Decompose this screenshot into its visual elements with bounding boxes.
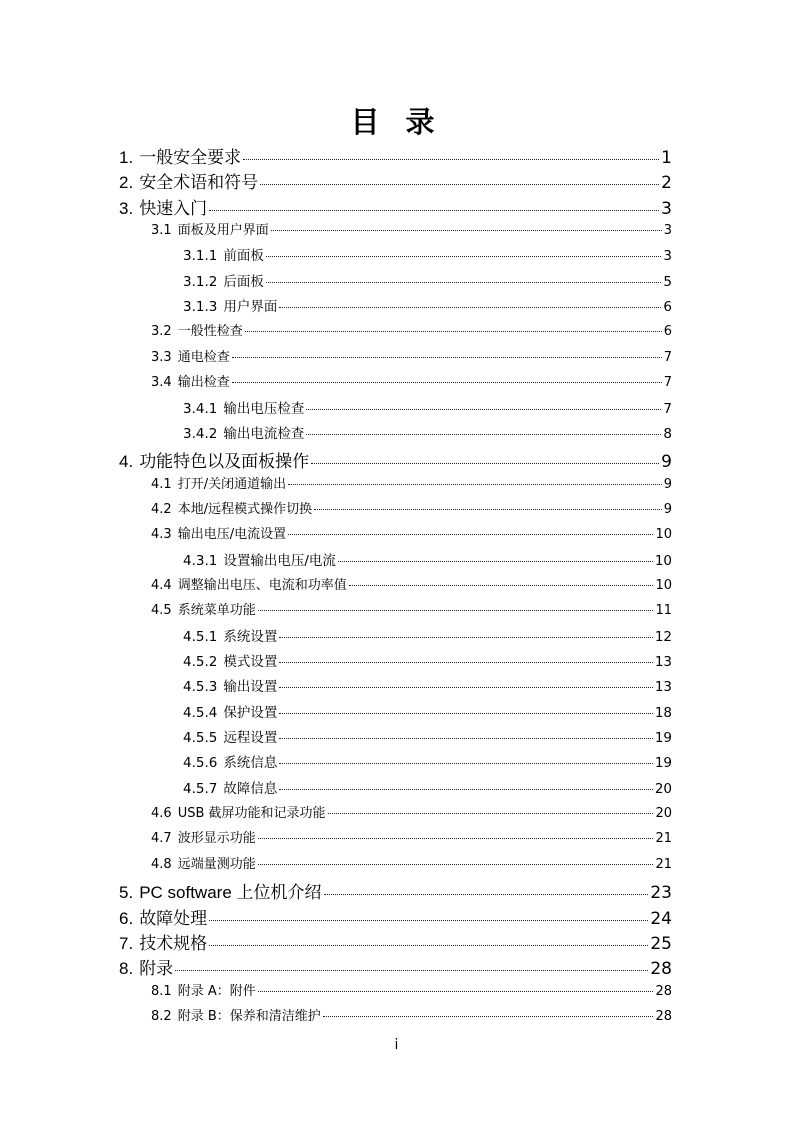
toc-entry[interactable] bbox=[183, 244, 672, 264]
toc-entry[interactable] bbox=[119, 878, 672, 903]
dot-leader bbox=[349, 585, 654, 586]
toc-entry-label bbox=[151, 1005, 321, 1024]
toc-entry-title: 附录 A：附件 bbox=[177, 983, 256, 999]
toc-entry-page: 5 bbox=[663, 273, 672, 290]
toc-entry-label bbox=[183, 777, 277, 797]
dot-leader bbox=[306, 409, 661, 410]
toc-entry[interactable] bbox=[119, 194, 672, 219]
dot-leader bbox=[324, 894, 649, 895]
toc-entry-page: 7 bbox=[663, 349, 672, 365]
toc-entry-page: 19 bbox=[654, 730, 672, 747]
dot-leader bbox=[271, 230, 662, 231]
toc-entry-label bbox=[151, 980, 256, 999]
dot-leader bbox=[288, 534, 653, 535]
toc-entry-page: 24 bbox=[650, 908, 672, 929]
toc-entry-title: 系统菜单功能 bbox=[177, 603, 256, 619]
toc-entry-title: 远端量测功能 bbox=[177, 856, 256, 872]
dot-leader bbox=[266, 256, 662, 257]
toc-entry-label bbox=[151, 371, 230, 390]
toc-entry[interactable] bbox=[183, 625, 672, 645]
dot-leader bbox=[311, 463, 659, 464]
toc-entry-number: 4.8 bbox=[151, 856, 172, 872]
toc-entry-page: 11 bbox=[655, 603, 672, 619]
toc-entry[interactable] bbox=[183, 295, 672, 315]
toc-entry-title: 输出电流检查 bbox=[223, 425, 305, 442]
dot-leader bbox=[279, 637, 652, 638]
toc-entry[interactable] bbox=[151, 980, 672, 999]
toc-entry-number: 4.1 bbox=[151, 476, 172, 492]
toc-entry-title: 故障信息 bbox=[223, 780, 278, 797]
toc-entry-title: 前面板 bbox=[223, 248, 264, 265]
toc-entry-page: 10 bbox=[655, 577, 672, 593]
toc-entry-number: 3.1.1 bbox=[183, 248, 218, 265]
toc-entry-number: 3.4.2 bbox=[183, 425, 218, 442]
toc-entry-page: 6 bbox=[663, 299, 672, 316]
toc-entry[interactable] bbox=[183, 751, 672, 771]
toc-entry[interactable] bbox=[183, 397, 672, 417]
toc-entry-page: 7 bbox=[663, 400, 672, 417]
toc-entry[interactable] bbox=[183, 549, 672, 569]
toc-entry-label bbox=[183, 625, 277, 645]
toc-entry[interactable] bbox=[183, 675, 672, 695]
toc-entry[interactable] bbox=[183, 777, 672, 797]
toc-entry-title: 系统信息 bbox=[223, 755, 278, 772]
toc-entry-number: 3.4.1 bbox=[183, 400, 218, 417]
toc-entry-label bbox=[119, 929, 207, 954]
dot-leader bbox=[266, 282, 662, 283]
toc-entry-page: 10 bbox=[654, 552, 672, 569]
dot-leader bbox=[279, 789, 652, 790]
toc-entry-number: 4.5.5 bbox=[183, 730, 218, 747]
dot-leader bbox=[232, 357, 662, 358]
toc-entry-label bbox=[183, 422, 304, 442]
toc-entry-label bbox=[151, 346, 230, 365]
toc-entry-title: 附录 B：保养和清洁维护 bbox=[177, 1008, 321, 1024]
toc-entry-page: 9 bbox=[663, 501, 672, 517]
toc-entry-label bbox=[183, 675, 277, 695]
toc-entry[interactable] bbox=[119, 904, 672, 929]
toc-entry-page: 23 bbox=[650, 883, 672, 904]
dot-leader bbox=[328, 813, 654, 814]
toc-entry-title: 通电检查 bbox=[177, 349, 230, 365]
toc-entry-label bbox=[151, 802, 326, 821]
page-number-footer: i bbox=[394, 1037, 399, 1053]
toc-entry[interactable] bbox=[151, 599, 672, 618]
toc-entry-label bbox=[119, 447, 309, 472]
dot-leader bbox=[209, 210, 659, 211]
toc-entry-title: PC software 上位机介绍 bbox=[139, 883, 322, 903]
toc-entry-number: 3.1.2 bbox=[183, 273, 218, 290]
toc-entry[interactable] bbox=[119, 954, 672, 979]
toc-entry-title: 输出电压检查 bbox=[223, 400, 305, 417]
toc-entry-title: 模式设置 bbox=[223, 654, 278, 670]
toc-entry-title: 面板及用户界面 bbox=[177, 223, 269, 239]
toc-entry-number: 4.5.6 bbox=[183, 755, 218, 772]
toc-entry[interactable] bbox=[119, 447, 672, 472]
toc-entry-number: 4. bbox=[119, 452, 134, 472]
toc-entry-title: 附录 bbox=[139, 959, 174, 979]
toc-entry-number: 8.1 bbox=[151, 983, 172, 999]
dot-leader bbox=[175, 970, 648, 971]
page-title: 目 录 bbox=[350, 105, 443, 139]
toc-entry[interactable] bbox=[183, 726, 672, 746]
toc-entry-label bbox=[183, 650, 277, 670]
toc-entry-label bbox=[183, 397, 304, 417]
toc-entry-page: 3 bbox=[663, 248, 672, 265]
dot-leader bbox=[279, 687, 652, 688]
toc-entry-number: 3.2 bbox=[151, 324, 172, 340]
toc-entry-number: 8.2 bbox=[151, 1008, 172, 1024]
toc-entry-label bbox=[151, 523, 286, 542]
toc-entry-page: 25 bbox=[650, 933, 672, 954]
toc-entry-label bbox=[119, 194, 207, 219]
toc-entry[interactable] bbox=[183, 650, 672, 670]
toc-entry[interactable] bbox=[151, 853, 672, 872]
toc-entry-title: 波形显示功能 bbox=[177, 831, 256, 847]
toc-entry-number: 4.5.1 bbox=[183, 628, 218, 645]
dot-leader bbox=[314, 509, 662, 510]
toc-entry-title: 设置输出电压/电流 bbox=[223, 552, 336, 569]
dot-leader bbox=[209, 920, 648, 921]
toc-entry-label bbox=[119, 904, 207, 929]
toc-entry-number: 2. bbox=[119, 173, 134, 193]
toc-entry-page: 13 bbox=[654, 679, 672, 696]
dot-leader bbox=[258, 991, 654, 992]
toc-entry-title: 本地/远程模式操作切换 bbox=[177, 501, 313, 517]
toc-entry-title: 保护设置 bbox=[223, 704, 278, 721]
toc-entry-label bbox=[151, 853, 256, 872]
toc-entry[interactable] bbox=[151, 827, 672, 846]
toc-entry[interactable] bbox=[151, 1005, 672, 1024]
toc-entry[interactable] bbox=[183, 422, 672, 442]
toc-entry[interactable] bbox=[151, 320, 672, 339]
toc-entry-title: 系统设置 bbox=[223, 628, 278, 645]
toc-entry-label bbox=[119, 878, 322, 903]
toc-entry-number: 8. bbox=[119, 959, 134, 979]
toc-entry-number: 3.3 bbox=[151, 349, 172, 365]
toc-entry[interactable] bbox=[151, 219, 672, 238]
toc-entry-page: 1 bbox=[661, 148, 672, 168]
toc-entry-label bbox=[151, 574, 347, 593]
toc-entry-page: 10 bbox=[655, 527, 672, 543]
toc-entry-page: 19 bbox=[654, 755, 672, 772]
toc-entry-title: 故障处理 bbox=[139, 908, 208, 928]
toc-entry-number: 7. bbox=[119, 933, 134, 953]
toc-entry-label bbox=[183, 549, 336, 569]
dot-leader bbox=[245, 331, 662, 332]
toc-entry-page: 3 bbox=[661, 198, 672, 219]
toc-entry-title: 后面板 bbox=[223, 273, 264, 290]
toc-entry-number: 3.1.3 bbox=[183, 299, 218, 316]
toc-entry-title: 远程设置 bbox=[223, 730, 278, 747]
toc-entry-number: 4.7 bbox=[151, 831, 172, 847]
toc-entry-page: 21 bbox=[655, 831, 672, 847]
dot-leader bbox=[258, 864, 654, 865]
toc-entry-number: 4.5.2 bbox=[183, 654, 218, 670]
toc-entry[interactable] bbox=[119, 143, 672, 168]
toc-entry-number: 4.5 bbox=[151, 603, 172, 619]
toc-entry-label bbox=[183, 295, 277, 315]
toc-entry-title: 调整输出电压、电流和功率值 bbox=[177, 577, 347, 593]
toc-entry-label bbox=[183, 244, 264, 264]
toc-entry-page: 28 bbox=[655, 983, 672, 999]
dot-leader bbox=[306, 434, 661, 435]
toc-entry-title: 输出设置 bbox=[223, 679, 278, 696]
toc-entry-number: 4.2 bbox=[151, 501, 172, 517]
toc-entry-page: 21 bbox=[655, 856, 672, 872]
dot-leader bbox=[279, 763, 652, 764]
toc-entry-title: 功能特色以及面板操作 bbox=[139, 452, 310, 472]
toc-entry[interactable] bbox=[151, 473, 672, 492]
toc-entry-number: 6. bbox=[119, 908, 134, 928]
toc-entry-number: 4.4 bbox=[151, 577, 172, 593]
toc-entry-number: 3.1 bbox=[151, 223, 172, 239]
toc-entry-label bbox=[183, 701, 277, 721]
dot-leader bbox=[279, 738, 652, 739]
toc-entry-number: 4.3 bbox=[151, 527, 172, 543]
toc-entry-title: 打开/关闭通道输出 bbox=[177, 476, 287, 492]
toc-entry-page: 20 bbox=[655, 806, 672, 822]
toc-entry[interactable] bbox=[151, 346, 672, 365]
toc-entry-page: 9 bbox=[661, 452, 672, 473]
dot-leader bbox=[232, 382, 662, 383]
toc-entry-number: 4.5.4 bbox=[183, 704, 218, 721]
toc-entry-page: 2 bbox=[661, 173, 672, 194]
toc-entry-label bbox=[119, 168, 258, 193]
toc-entry-page: 3 bbox=[663, 223, 672, 239]
toc-entry[interactable] bbox=[151, 371, 672, 390]
toc-entry-page: 12 bbox=[654, 628, 672, 645]
toc-entry-number: 4.3.1 bbox=[183, 552, 218, 569]
toc-entry-title: 一般安全要求 bbox=[139, 148, 242, 167]
dot-leader bbox=[260, 184, 659, 185]
toc-entry-label bbox=[151, 473, 286, 492]
toc-entry-title: 技术规格 bbox=[139, 933, 208, 953]
toc-entry[interactable] bbox=[151, 523, 672, 542]
dot-leader bbox=[279, 662, 652, 663]
dot-leader bbox=[288, 484, 662, 485]
dot-leader bbox=[243, 159, 659, 160]
toc-entry-title: 输出电压/电流设置 bbox=[177, 527, 287, 543]
toc-entry-label bbox=[151, 599, 256, 618]
toc-entry-number: 3. bbox=[119, 198, 134, 218]
toc-entry-number: 4.5.3 bbox=[183, 679, 218, 696]
toc-entry-page: 13 bbox=[654, 654, 672, 670]
dot-leader bbox=[323, 1016, 654, 1017]
toc-entry-label bbox=[151, 219, 269, 238]
toc-entry-page: 8 bbox=[663, 425, 672, 442]
toc-entry-title: 输出检查 bbox=[177, 375, 230, 391]
toc-entry[interactable] bbox=[151, 574, 672, 593]
toc-entry-page: 6 bbox=[663, 324, 672, 340]
toc-entry-label bbox=[151, 320, 243, 339]
toc-entry-page: 7 bbox=[663, 375, 672, 391]
toc-entry-title: USB 截屏功能和记录功能 bbox=[177, 806, 326, 822]
toc-entry-label bbox=[183, 751, 277, 771]
toc-entry[interactable] bbox=[119, 168, 672, 193]
toc-entry-page: 28 bbox=[650, 959, 672, 980]
toc-entry-page: 28 bbox=[655, 1008, 672, 1024]
dot-leader bbox=[279, 307, 661, 308]
toc-entry-title: 安全术语和符号 bbox=[139, 173, 259, 193]
toc-entry-label bbox=[183, 726, 277, 746]
toc-entry[interactable] bbox=[119, 929, 672, 954]
toc-entry-label bbox=[119, 954, 173, 979]
toc-entry-label bbox=[183, 270, 264, 290]
toc-entry-page: 9 bbox=[663, 476, 672, 492]
toc-entry-label bbox=[119, 143, 241, 168]
toc-entry-number: 5. bbox=[119, 883, 134, 903]
toc-entry-number: 4.6 bbox=[151, 806, 172, 822]
toc-entry-label bbox=[151, 498, 312, 517]
toc-entry[interactable] bbox=[151, 802, 672, 821]
dot-leader bbox=[258, 610, 654, 611]
toc-entry-page: 20 bbox=[654, 780, 672, 797]
toc-entry-label bbox=[151, 827, 256, 846]
toc-entry[interactable] bbox=[183, 701, 672, 721]
toc-entry-title: 用户界面 bbox=[223, 299, 278, 316]
dot-leader bbox=[338, 561, 653, 562]
toc-entry[interactable] bbox=[183, 270, 672, 290]
toc-entry-number: 3.4 bbox=[151, 375, 172, 391]
dot-leader bbox=[279, 713, 652, 714]
toc-entry[interactable] bbox=[151, 498, 672, 517]
toc-entry-number: 4.5.7 bbox=[183, 780, 218, 797]
toc-entry-page: 18 bbox=[654, 704, 672, 721]
dot-leader bbox=[209, 945, 648, 946]
toc-entry-title: 快速入门 bbox=[139, 198, 208, 218]
dot-leader bbox=[258, 838, 654, 839]
toc-entry-number: 1. bbox=[119, 148, 134, 167]
toc-entry-title: 一般性检查 bbox=[177, 324, 243, 340]
